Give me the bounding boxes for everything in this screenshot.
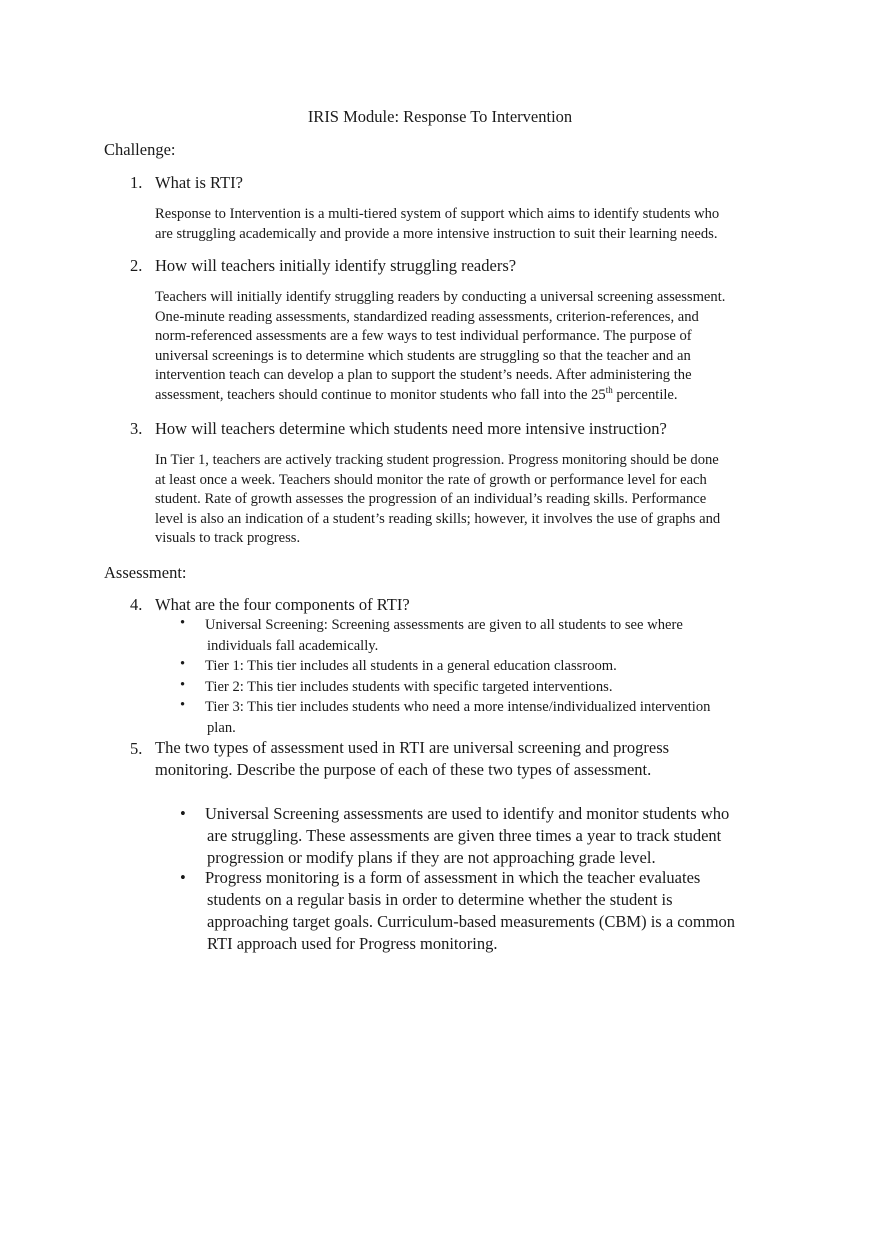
bullet-icon: • [180, 697, 186, 713]
answer-3-line: visuals to track progress. [155, 530, 301, 547]
bullet-icon: • [180, 868, 186, 887]
component-tier-1 [205, 656, 617, 677]
answer-1-line: are struggling academically and provide a more intensive instruction to suit their learning needs. [155, 225, 718, 242]
question-5-number: 5. [130, 739, 143, 758]
bullet-line: Universal Screening: Screening assessments are given to all students to see where [205, 617, 683, 633]
assessment-heading: Assessment: [104, 563, 187, 582]
answer-2-line: intervention teach can develop a plan to support the student’s needs. After administering the [155, 367, 692, 384]
bullet-line: are struggling. These assessments are given three times a year to track student [207, 826, 722, 845]
answer-3-line: level is also an indication of a student’s reading skills; however, it involves the use of graphs and [155, 510, 721, 527]
answer-3-line: In Tier 1, teachers are actively tracking student progression. Progress monitoring should be done [155, 452, 719, 468]
answer-3-line: at least once a week. Teachers should monitor the rate of growth or performance level for each [155, 471, 707, 488]
bullet-line: plan. [207, 719, 236, 736]
question-5-line: monitoring. Describe the purpose of each of these two types of assessment. [155, 760, 652, 779]
question-2-text: How will teachers initially identify struggling readers? [155, 256, 517, 275]
bullet-line: Tier 2: This tier includes students with specific targeted interventions. [205, 679, 613, 695]
challenge-heading: Challenge: [104, 140, 176, 159]
question-3-text: How will teachers determine which students need more intensive instruction? [155, 419, 667, 438]
question-5-line: The two types of assessment used in RTI are universal screening and progress [155, 738, 670, 757]
question-4-number: 4. [130, 595, 143, 614]
bullet-line: Progress monitoring is a form of assessment in which the teacher evaluates [205, 868, 701, 887]
bullet-icon: • [180, 656, 186, 672]
answer-2-line: Teachers will initially identify struggling readers by conducting a universal screening assessment. [155, 289, 726, 305]
purpose-progress-monitoring [205, 867, 735, 955]
question-1-text: What is RTI? [155, 173, 243, 192]
bullet-line: Tier 1: This tier includes all students in a general education classroom. [205, 658, 617, 674]
bullet-line: Tier 3: This tier includes students who need a more intense/individualized intervention [205, 699, 711, 715]
bullet-line: individuals fall academically. [207, 637, 379, 654]
page-title: IRIS Module: Response To Intervention [307, 107, 573, 126]
bullet-icon: • [180, 677, 186, 693]
bullet-icon: • [180, 804, 186, 823]
component-tier-2 [205, 677, 612, 698]
answer-2 [155, 288, 725, 406]
bullet-line: RTI approach used for Progress monitoring. [207, 934, 498, 953]
question-4-text: What are the four components of RTI? [155, 595, 410, 614]
answer-2-line: universal screenings is to determine which students are struggling so that the teacher and an [155, 347, 691, 364]
bullet-line: progression or modify plans if they are not approaching grade level. [207, 848, 656, 867]
question-2-number: 2. [130, 256, 143, 275]
question-3-number: 3. [130, 419, 143, 438]
answer-1-line: Response to Intervention is a multi-tiered system of support which aims to identify students who [155, 206, 720, 222]
bullet-line: students on a regular basis in order to determine whether the student is [207, 890, 673, 909]
question-1-number: 1. [130, 173, 143, 192]
component-tier-3 [205, 697, 710, 738]
bullet-line: Universal Screening assessments are used to identify and monitor students who [205, 804, 730, 823]
question-5-text [155, 737, 669, 781]
bullet-icon: • [180, 615, 186, 631]
answer-2-last-line: assessment, teachers should continue to monitor students who fall into the 25th percentile. [155, 385, 678, 403]
component-universal-screening [205, 615, 683, 656]
answer-2-line: norm-referenced assessments are a few ways to test individual performance. The purpose of [155, 328, 692, 345]
answer-3-line: student. Rate of growth assesses the progression of an individual’s reading skills. Performance [155, 491, 707, 508]
answer-2-line: One-minute reading assessments, standardized reading assessments, criterion-references, and [155, 308, 699, 325]
purpose-universal-screening [205, 803, 729, 869]
bullet-line: approaching target goals. Curriculum-based measurements (CBM) is a common [207, 912, 736, 931]
answer-3 [155, 451, 720, 549]
answer-1 [155, 205, 719, 244]
